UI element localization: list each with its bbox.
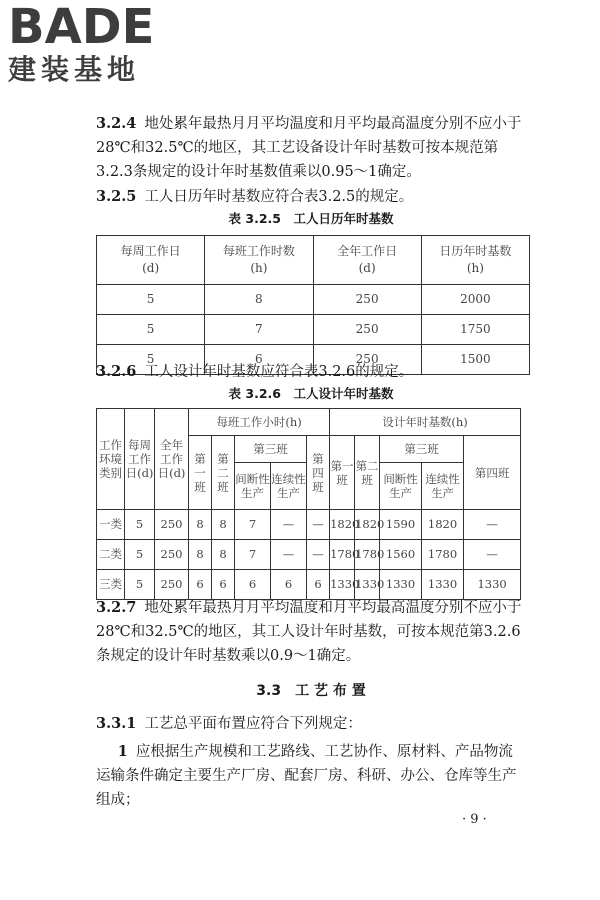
logo-chinese-name: 建装基地 (8, 53, 141, 86)
table-3-2-5-caption: 表 3.2.5 工人日历年时基数 (228, 211, 394, 226)
table-3-2-6-caption: 表 3.2.6 工人设计年时基数 (228, 386, 394, 401)
header-annual-workdays: 全年工作日(d) (155, 409, 189, 510)
table-header-row (97, 409, 521, 436)
header-shift-2: 第二班 (212, 436, 235, 510)
section-heading: 3.3 工 艺 布 置 (256, 683, 366, 699)
brand-logo (8, 2, 188, 86)
clause-text: 工人设计年时基数应符合表3.2.6的规定。 (144, 364, 414, 380)
header-shift-3: 第三班 (235, 436, 307, 463)
header-annual-workdays: 全年工作日 (d) (313, 236, 421, 285)
header-continuous: 连续性生产 (422, 463, 464, 510)
clause-number: 3.2.5 (96, 188, 137, 205)
table-header-row (97, 236, 530, 285)
clause-text: 地处累年最热月月平均温度和月平均最高温度分别不应小于28℃和32.5℃的地区，其工人设计年时基数，可按本规范第3.2.6条规定的设计年时基数乘以0.9～1确定。 (96, 600, 522, 664)
header-env-category: 工作环境类别 (97, 409, 125, 510)
table-row: 一类 5 250 8 8 7 — — 1820 1820 1590 1820 — (97, 510, 521, 540)
header-intermittent: 间断性生产 (380, 463, 422, 510)
clause-number: 3.2.4 (96, 115, 137, 132)
item-text: 应根据生产规模和工艺路线、工艺协作、原材料、产品物流运输条件确定主要生产厂房、配套厂房、科研、办公、仓库等生产组成； (96, 744, 517, 808)
page-number: · 9 · (462, 812, 487, 827)
header-shift-2: 第二班 (355, 436, 380, 510)
header-intermittent: 间断性生产 (235, 463, 271, 510)
header-weekly-workdays: 每周工作日(d) (125, 409, 155, 510)
clause-number: 3.3.1 (96, 715, 137, 732)
header-shift-hours: 每班工作时数 (h) (205, 236, 313, 285)
clause-number: 3.2.7 (96, 599, 137, 616)
clause-text: 工人日历年时基数应符合表3.2.5的规定。 (144, 189, 414, 205)
header-weekly-workdays: 每周工作日 (d) (97, 236, 205, 285)
table-row: 5 6 250 1500 (97, 345, 530, 375)
header-shift-4: 第四班 (464, 436, 521, 510)
table-row: 二类 5 250 8 8 7 — — 1780 1780 1560 1780 — (97, 540, 521, 570)
clause-text: 地处累年最热月月平均温度和月平均最高温度分别不应小于28℃和32.5℃的地区，其工艺设备设计年时基数可按本规范第3.2.3条规定的设计年时基数值乘以0.95～1确定。 (96, 116, 522, 180)
clause-text: 工艺总平面布置应符合下列规定： (144, 716, 362, 732)
clause-3-3-1-item-1 (96, 740, 526, 812)
clause-3-2-4 (96, 112, 526, 184)
table-row: 5 8 250 2000 (97, 285, 530, 315)
header-shift-4: 第四班 (307, 436, 330, 510)
logo-wordmark: BADE (8, 0, 155, 55)
clause-3-3-1 (96, 712, 526, 736)
header-shift-hours: 每班工作小时(h) (189, 409, 330, 436)
table-row: 三类 5 250 6 6 6 6 6 1330 1330 1330 1330 1330 (97, 570, 521, 600)
header-shift-3: 第三班 (380, 436, 464, 463)
clause-number: 3.2.6 (96, 363, 137, 380)
header-shift-1: 第一班 (189, 436, 212, 510)
header-calendar-hours: 日历年时基数 (h) (421, 236, 529, 285)
clause-3-2-7 (96, 596, 526, 668)
header-shift-1: 第一班 (330, 436, 355, 510)
clause-3-2-5 (96, 185, 526, 209)
item-number: 1 (117, 743, 128, 760)
table-3-2-5 (96, 235, 530, 375)
clause-3-2-6 (96, 360, 526, 384)
header-design-annual-hours: 设计年时基数(h) (330, 409, 521, 436)
header-continuous: 连续性生产 (271, 463, 307, 510)
table-row: 5 7 250 1750 (97, 315, 530, 345)
table-3-2-6 (96, 408, 521, 600)
